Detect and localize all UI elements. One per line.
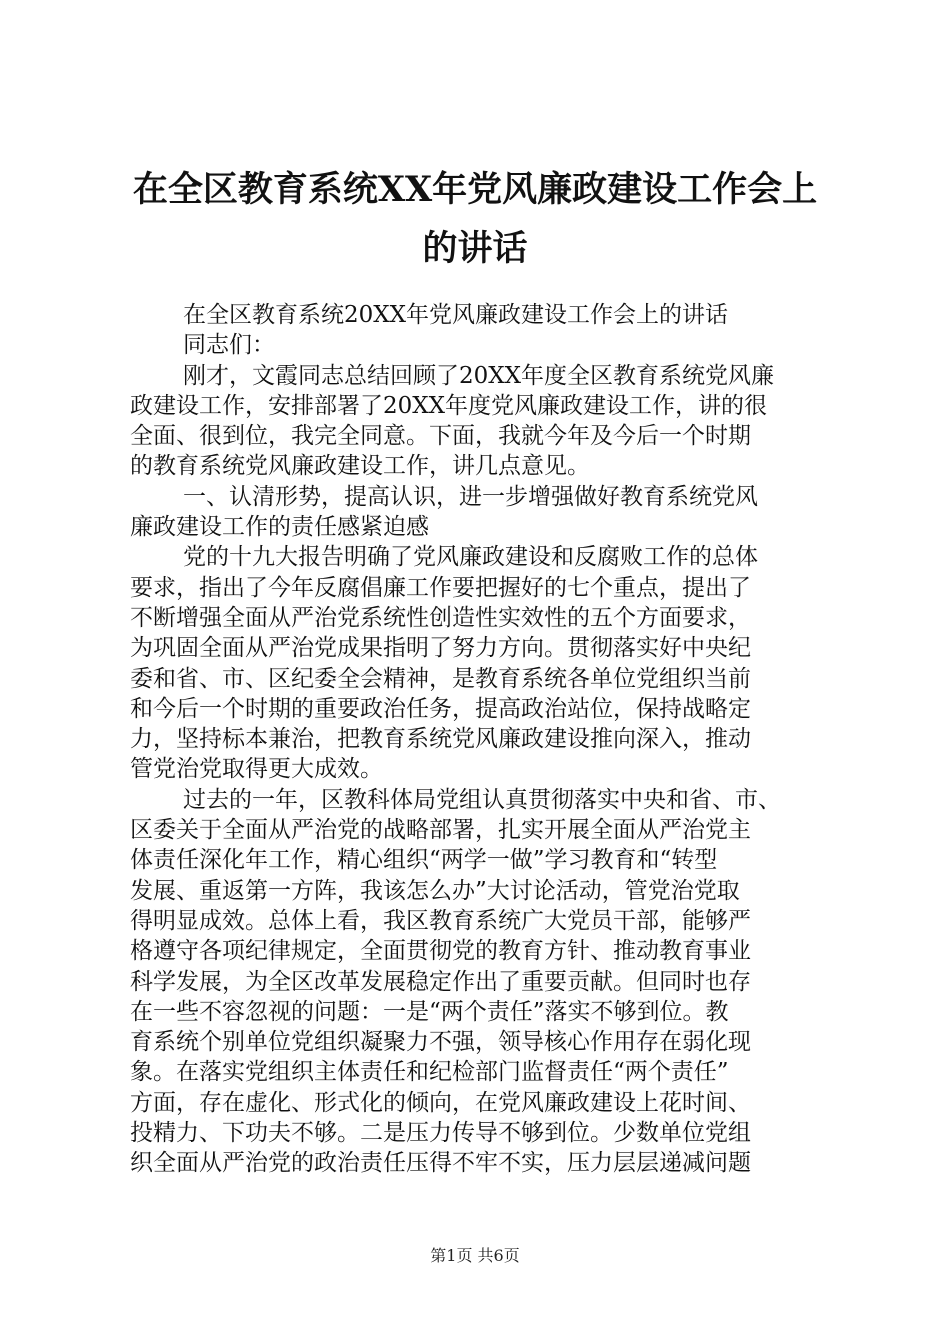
body-line: 廉政建设工作的责任感紧迫感 [130, 514, 429, 541]
body-line: 要求，指出了今年反腐倡廉工作要把握好的七个重点，提出了 [130, 574, 751, 601]
body-line: 发展、重返第一方阵，我该怎么办”大讨论活动，管党治党取 [130, 877, 740, 904]
body-line: 为巩固全面从严治党成果指明了努力方向。贯彻落实好中央纪 [130, 635, 751, 662]
body-line: 全面、很到位，我完全同意。下面，我就今年及今后一个时期 [130, 423, 751, 450]
body-line: 体责任深化年工作，精心组织“两学一做”学习教育和“转型 [130, 847, 718, 874]
title-line-1: 在全区教育系统XX年党风廉政建设工作会上 [132, 169, 818, 210]
document-title [100, 160, 850, 278]
body-line: 同志们： [183, 332, 275, 359]
body-line: 和今后一个时期的重要政治任务，提高政治站位，保持战略定 [130, 695, 751, 722]
body-line: 过去的一年，区教科体局党组认真贯彻落实中央和省、市、 [183, 786, 781, 813]
body-line: 委和省、市、区纪委全会精神，是教育系统各单位党组织当前 [130, 665, 751, 692]
body-line: 织全面从严治党的政治责任压得不牢不实，压力层层递减问题 [130, 1150, 751, 1177]
body-line: 在一些不容忽视的问题：一是“两个责任”落实不够到位。教 [130, 998, 729, 1025]
body-line: 力，坚持标本兼治，把教育系统党风廉政建设推向深入，推动 [130, 726, 751, 753]
page-footer: 第1页 共6页 [430, 1246, 520, 1265]
body-line: 刚才，文霞同志总结回顾了20XX年度全区教育系统党风廉 [183, 362, 775, 389]
body-line: 育系统个别单位党组织凝聚力不强，领导核心作用存在弱化现 [130, 1029, 751, 1056]
body-line: 党的十九大报告明确了党风廉政建设和反腐败工作的总体 [183, 544, 758, 571]
body-line: 方面，存在虚化、形式化的倾向，在党风廉政建设上花时间、 [130, 1089, 751, 1116]
body-line: 象。在落实党组织主体责任和纪检部门监督责任“两个责任” [130, 1059, 729, 1086]
body-line: 管党治党取得更大成效。 [130, 756, 383, 783]
body-line: 投精力、下功夫不够。二是压力传导不够到位。少数单位党组 [130, 1120, 751, 1147]
body-line: 区委关于全面从严治党的战略部署，扎实开展全面从严治党主 [130, 817, 751, 844]
body-line: 不断增强全面从严治党系统性创造性实效性的五个方面要求， [130, 604, 751, 631]
body-line: 一、认清形势，提高认识，进一步增强做好教育系统党风 [183, 483, 758, 510]
body-line: 科学发展，为全区改革发展稳定作出了重要贡献。但同时也存 [130, 968, 751, 995]
body-line: 格遵守各项纪律规定，全面贯彻党的教育方针、推动教育事业 [130, 938, 751, 965]
body-line: 在全区教育系统20XX年党风廉政建设工作会上的讲话 [183, 302, 729, 328]
body-line: 的教育系统党风廉政建设工作，讲几点意见。 [130, 453, 590, 480]
body-line: 政建设工作，安排部署了20XX年度党风廉政建设工作，讲的很 [130, 392, 768, 419]
body-line: 得明显成效。总体上看，我区教育系统广大党员干部，能够严 [130, 907, 751, 934]
title-line-2: 的讲话 [422, 228, 528, 269]
document-body [130, 300, 830, 1179]
